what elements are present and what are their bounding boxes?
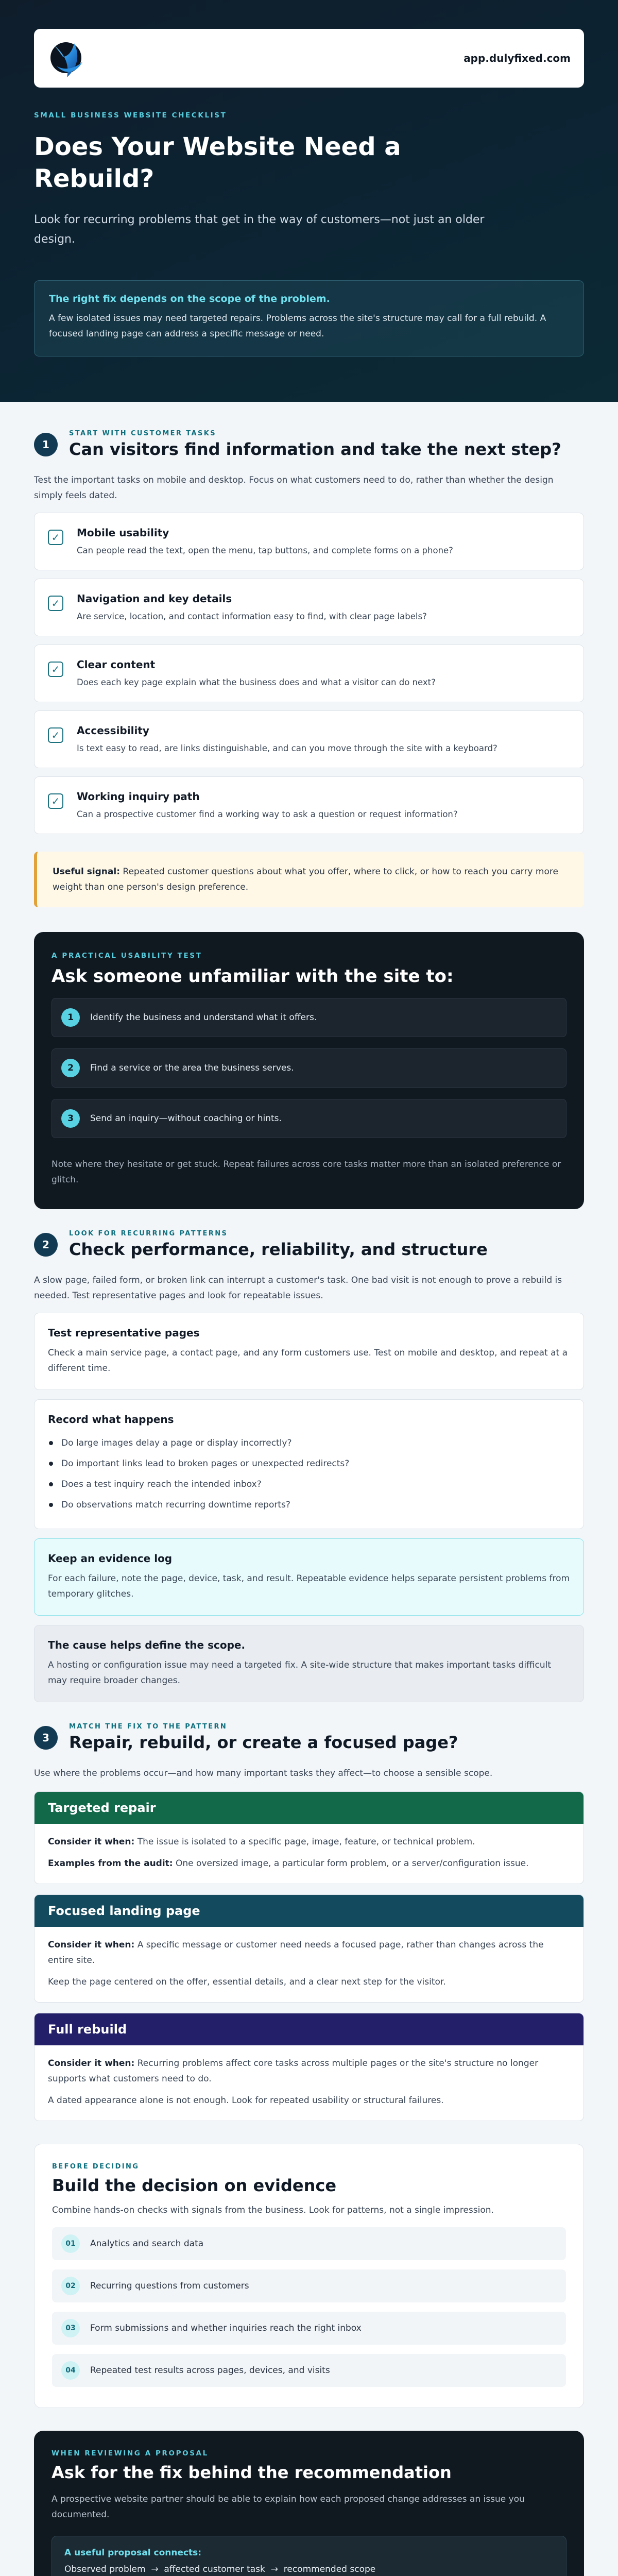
section-intro: Test the important tasks on mobile and desktop. Focus on what customers need to do, rather than whether the design simply feels dated. bbox=[34, 475, 554, 501]
top-bar bbox=[34, 29, 584, 88]
section-match-fix bbox=[34, 1723, 584, 2121]
check-title: Navigation and key details bbox=[77, 592, 232, 605]
fix-examples-text: One oversized image, a particular form problem, or a server/configuration issue. bbox=[173, 1858, 529, 1869]
proposal-title: Ask for the fix behind the recommendation bbox=[52, 2463, 452, 2482]
section-kicker: MATCH THE FIX TO THE PATTERN bbox=[69, 1723, 228, 1731]
site-domain[interactable]: app.dulyfixed.com bbox=[464, 52, 571, 64]
usability-step bbox=[52, 998, 566, 1037]
usability-test-panel bbox=[34, 932, 584, 1209]
fix-card-body bbox=[35, 1927, 583, 2002]
fix-card-targeted-repair bbox=[34, 1791, 584, 1884]
list-item bbox=[48, 1453, 570, 1474]
fix-card-header: Targeted repair bbox=[35, 1792, 583, 1824]
list-item-text: Does a test inquiry reach the intended inbox? bbox=[61, 1479, 262, 1489]
evidence-item bbox=[52, 2269, 566, 2302]
evidence-log-card bbox=[34, 1538, 584, 1616]
usability-note: Note where they hesitate or get stuck. Repeat failures across core tasks matter more than an isolated preference or glitch. bbox=[52, 1159, 561, 1185]
section-kicker: LOOK FOR RECURRING PATTERNS bbox=[69, 1230, 228, 1238]
bullet-icon bbox=[49, 1441, 53, 1445]
step-number: 3 bbox=[61, 1109, 80, 1128]
fix-consider-text: Recurring problems affect core tasks across multiple pages or the site's structure no longer supports what customers need to do. bbox=[48, 2058, 539, 2084]
evidence-kicker: BEFORE DECIDING bbox=[52, 2163, 140, 2171]
card-text: A hosting or configuration issue may need a targeted fix. A site-wide structure that makes important tasks difficult may require broader changes. bbox=[48, 1660, 551, 1686]
fix-consider bbox=[48, 2056, 570, 2087]
usability-step bbox=[52, 1099, 566, 1138]
section-number: 3 bbox=[34, 1726, 58, 1750]
check-item bbox=[34, 579, 584, 636]
card-text: Check a main service page, a contact page, and any form customers use. Test on mobile and desktop, and repeat at a different time. bbox=[48, 1348, 568, 1374]
list-item-text: Do large images delay a page or display incorrectly? bbox=[61, 1438, 292, 1448]
signal-label: Useful signal: bbox=[53, 867, 121, 877]
list-item bbox=[48, 1474, 570, 1495]
check-title: Clear content bbox=[77, 658, 156, 671]
section-recurring-patterns bbox=[34, 1230, 584, 1702]
hero-note bbox=[34, 280, 584, 357]
swoosh-logo-icon[interactable] bbox=[47, 36, 88, 80]
fix-consider bbox=[48, 1937, 570, 1968]
evidence-number: 01 bbox=[61, 2234, 80, 2253]
proposal-connects-box bbox=[52, 2536, 566, 2576]
fix-card-full-rebuild bbox=[34, 2013, 584, 2121]
evidence-text: Repeated test results across pages, devices, and visits bbox=[90, 2365, 330, 2376]
hero-note-title: The right fix depends on the scope of the problem. bbox=[49, 293, 330, 304]
fix-consider-label: Consider it when: bbox=[48, 2058, 135, 2069]
step-number: 1 bbox=[61, 1008, 80, 1027]
fix-consider-label: Consider it when: bbox=[48, 1837, 135, 1847]
proposal-box-title: A useful proposal connects: bbox=[64, 2548, 202, 2558]
check-title: Mobile usability bbox=[77, 527, 169, 539]
fix-card-body bbox=[35, 2045, 583, 2121]
evidence-number: 02 bbox=[61, 2277, 80, 2295]
checklist bbox=[34, 513, 584, 834]
proposal-panel bbox=[34, 2431, 584, 2576]
card-title: Test representative pages bbox=[48, 1327, 200, 1339]
fix-note: Keep the page centered on the offer, essential details, and a clear next step for the visitor. bbox=[48, 1977, 446, 1987]
fix-card-body bbox=[35, 1824, 583, 1884]
checkbox-check-icon[interactable]: ✓ bbox=[48, 596, 63, 611]
fix-examples bbox=[48, 1856, 570, 1871]
list-item bbox=[48, 1495, 570, 1515]
check-item bbox=[34, 513, 584, 570]
check-title: Accessibility bbox=[77, 724, 149, 737]
evidence-intro: Combine hands-on checks with signals from the business. Look for patterns, not a single impression. bbox=[52, 2205, 494, 2215]
check-item bbox=[34, 710, 584, 768]
fix-consider-text: The issue is isolated to a specific page, image, feature, or technical problem. bbox=[134, 1837, 475, 1847]
cause-scope-card bbox=[34, 1625, 584, 1702]
step-text: Send an inquiry—without coaching or hints. bbox=[90, 1113, 282, 1124]
fix-examples-label: Examples from the audit: bbox=[48, 1858, 173, 1869]
check-text: Is text easy to read, are links distinguishable, and can you move through the site with a keyboard? bbox=[77, 743, 497, 753]
main-content bbox=[0, 402, 618, 2576]
step-text: Identify the business and understand what it offers. bbox=[90, 1012, 317, 1023]
proposal-kicker: WHEN REVIEWING A PROPOSAL bbox=[52, 2449, 209, 2458]
section-customer-tasks bbox=[34, 430, 584, 1209]
check-text: Can a prospective customer find a working way to ask a question or request information? bbox=[77, 809, 458, 819]
section-title: Repair, rebuild, or create a focused page? bbox=[69, 1733, 458, 1752]
fix-consider-text: A specific message or customer need needs a focused page, rather than changes across the entire site. bbox=[48, 1940, 544, 1965]
section-number: 1 bbox=[34, 433, 58, 456]
evidence-list bbox=[52, 2227, 566, 2387]
card-title: Record what happens bbox=[48, 1413, 174, 1426]
fix-consider-label: Consider it when: bbox=[48, 1940, 135, 1950]
list-item bbox=[48, 1433, 570, 1453]
check-title: Working inquiry path bbox=[77, 790, 200, 803]
fix-card-header: Focused landing page bbox=[35, 1895, 583, 1927]
fix-consider bbox=[48, 1834, 570, 1850]
check-item bbox=[34, 645, 584, 702]
checkbox-check-icon[interactable]: ✓ bbox=[48, 793, 63, 809]
card-text: For each failure, note the page, device, task, and result. Repeatable evidence helps separate persistent problems from temporary glitches. bbox=[48, 1573, 570, 1599]
test-pages-card bbox=[34, 1313, 584, 1390]
checkbox-check-icon[interactable]: ✓ bbox=[48, 727, 63, 743]
step-text: Find a service or the area the business serves. bbox=[90, 1063, 294, 1073]
evidence-item bbox=[52, 2227, 566, 2260]
usability-title: Ask someone unfamiliar with the site to: bbox=[52, 966, 454, 987]
list-item-text: Do important links lead to broken pages or unexpected redirects? bbox=[61, 1459, 350, 1469]
page-title: Does Your Website Need a Rebuild? bbox=[34, 132, 401, 193]
evidence-item bbox=[52, 2354, 566, 2387]
evidence-text: Analytics and search data bbox=[90, 2239, 204, 2249]
usability-step bbox=[52, 1048, 566, 1088]
fix-note: A dated appearance alone is not enough. Look for repeated usability or structural failures. bbox=[48, 2095, 444, 2106]
hero-note-text: A few isolated issues may need targeted repairs. Problems across the site's structure may call for a full rebuild. A focused landing page can address a specific message or need. bbox=[49, 313, 546, 339]
check-text: Can people read the text, open the menu, tap buttons, and complete forms on a phone? bbox=[77, 546, 453, 555]
evidence-title: Build the decision on evidence bbox=[52, 2176, 337, 2195]
proposal-chain: Observed problem → affected customer task → recommended scope bbox=[64, 2564, 376, 2574]
signal-text: Repeated customer questions about what you offer, where to click, or how to reach you carry more weight than one person's design preference. bbox=[53, 867, 558, 892]
card-title: Keep an evidence log bbox=[48, 1552, 173, 1565]
check-item bbox=[34, 776, 584, 834]
fix-card-header: Full rebuild bbox=[35, 2013, 583, 2045]
section-header bbox=[34, 1230, 584, 1259]
usability-kicker: A PRACTICAL USABILITY TEST bbox=[52, 952, 202, 960]
card-title: The cause helps define the scope. bbox=[48, 1639, 246, 1651]
bullet-icon bbox=[49, 1503, 53, 1507]
hero-kicker: SMALL BUSINESS WEBSITE CHECKLIST bbox=[34, 111, 227, 120]
proposal-text: A prospective website partner should be able to explain how each proposed change addresses an issue you documented. bbox=[52, 2494, 525, 2520]
evidence-panel bbox=[34, 2144, 584, 2408]
checkbox-check-icon[interactable]: ✓ bbox=[48, 530, 63, 545]
section-intro: Use where the problems occur—and how many important tasks they affect—to choose a sensible scope. bbox=[34, 1768, 493, 1778]
section-kicker: START WITH CUSTOMER TASKS bbox=[69, 430, 217, 437]
section-title: Check performance, reliability, and structure bbox=[69, 1240, 488, 1259]
section-header bbox=[34, 1723, 584, 1752]
useful-signal-callout bbox=[34, 852, 584, 907]
section-intro: A slow page, failed form, or broken link can interrupt a customer's task. One bad visit is not enough to prove a rebuild is needed. Test representative pages and look for repeatable issues. bbox=[34, 1275, 562, 1301]
checkbox-check-icon[interactable]: ✓ bbox=[48, 662, 63, 677]
check-text: Does each key page explain what the business does and what a visitor can do next? bbox=[77, 677, 436, 687]
list-item-text: Do observations match recurring downtime reports? bbox=[61, 1500, 290, 1510]
evidence-text: Recurring questions from customers bbox=[90, 2281, 249, 2291]
hero-lead: Look for recurring problems that get in the way of customers—not just an older design. bbox=[34, 213, 485, 246]
bullet-icon bbox=[49, 1482, 53, 1486]
evidence-number: 04 bbox=[61, 2361, 80, 2380]
record-card bbox=[34, 1399, 584, 1529]
check-text: Are service, location, and contact information easy to find, with clear page labels? bbox=[77, 612, 427, 621]
section-number: 2 bbox=[34, 1233, 58, 1257]
evidence-number: 03 bbox=[61, 2319, 80, 2337]
fix-card-focused-landing-page bbox=[34, 1894, 584, 2003]
evidence-item bbox=[52, 2312, 566, 2345]
hero bbox=[0, 0, 618, 402]
section-title: Can visitors find information and take the next step? bbox=[69, 439, 561, 459]
evidence-text: Form submissions and whether inquiries reach the right inbox bbox=[90, 2323, 362, 2333]
step-number: 2 bbox=[61, 1059, 80, 1077]
record-list bbox=[48, 1433, 570, 1515]
section-header bbox=[34, 430, 584, 459]
bullet-icon bbox=[49, 1462, 53, 1466]
